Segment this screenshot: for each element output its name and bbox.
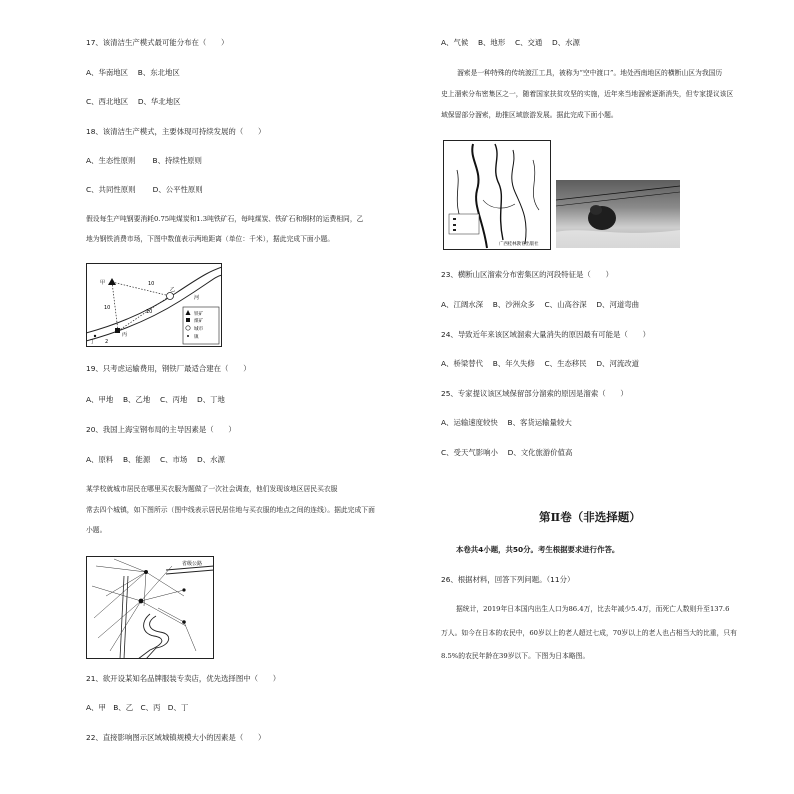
map3-caption: 广西桂林教育出版社 bbox=[499, 242, 539, 247]
question-17: 17、该清洁生产模式最可能分布在（ ） bbox=[86, 38, 229, 47]
town-shopping-map bbox=[86, 556, 214, 659]
section-note: 本卷共4小题，共50分。考生根据要求进行作答。 bbox=[456, 545, 620, 554]
map1-legend-coal: 煤矿 bbox=[194, 319, 204, 324]
cloth-intro-line-1: 某学校就城市居民在哪里买衣服为题做了一次社会调查，他们发现该地区居民买衣服 bbox=[86, 485, 338, 493]
map1-dist-bottom: 2 bbox=[105, 339, 109, 345]
question-26: 26、根据材料，回答下列问题。（11分） bbox=[441, 575, 575, 584]
question-20: 20、我国上海宝钢布局的主导因素是（ ） bbox=[86, 425, 236, 434]
question-25-options-cd: C、受天气影响小 D、文化旅游价值高 bbox=[441, 448, 573, 457]
map2-label-road: 省级公路 bbox=[182, 561, 203, 567]
map1-dist-left: 10 bbox=[104, 305, 111, 311]
question-24-options: A、桥梁替代 B、年久失修 C、生态移民 D、河流改道 bbox=[441, 359, 640, 368]
question-18-options-ab: A、生态性原则 B、持续性原则 bbox=[86, 156, 202, 165]
q26-material-line-2: 万人。如今在日本的农民中，60岁以上的老人超过七成，70岁以上的老人也占相当大的比重，只有 bbox=[441, 629, 737, 637]
question-17-options-cd: C、西北地区 D、华北地区 bbox=[86, 97, 181, 106]
section-title: 第Ⅱ卷（非选择题） bbox=[539, 510, 641, 524]
map1-label-yi: 乙 bbox=[170, 287, 176, 293]
question-21-options: A、甲 B、乙 C、丙 D、丁 bbox=[86, 703, 189, 712]
question-23-options: A、江阔水深 B、沙洲众多 C、山高谷深 D、河道弯曲 bbox=[441, 300, 640, 309]
map1-label-jia: 甲 bbox=[100, 280, 106, 286]
question-25-options-ab: A、运输速度较快 B、客货运输量较大 bbox=[441, 418, 572, 427]
cloth-intro-line-3: 小题。 bbox=[86, 526, 107, 534]
question-20-options: A、原料 B、能源 C、市场 D、水源 bbox=[86, 455, 225, 464]
hengduan-river-map bbox=[443, 140, 551, 250]
map1-legend-city: 城市 bbox=[194, 327, 204, 332]
map1-legend-iron: 铁矿 bbox=[194, 312, 204, 317]
zipline-photo bbox=[556, 180, 680, 248]
map1-dist-top: 10 bbox=[148, 281, 155, 287]
map1-legend-town: 镇 bbox=[194, 335, 199, 340]
cloth-intro-line-2: 常去四个城镇，如下图所示（图中线表示居民居住地与买衣服的地点之间的连线）。据此完成下面 bbox=[86, 506, 375, 514]
map1-label-bing: 丙 bbox=[122, 332, 128, 338]
question-22-options: A、气候 B、地形 C、交通 D、水源 bbox=[441, 38, 580, 47]
question-17-options-ab: A、华南地区 B、东北地区 bbox=[86, 68, 180, 77]
steel-intro-line-2: 地为钢铁消费市场，下图中数值表示两地距离（单位：千米），据此完成下面小题。 bbox=[86, 235, 335, 243]
question-24: 24、导致近年来该区域溜索大量消失的原因最有可能是（ ） bbox=[441, 330, 650, 339]
map1-label-river: 河 bbox=[194, 295, 200, 301]
map1-label-ding: 丁 bbox=[90, 339, 96, 345]
question-18-options-cd: C、共同性原则 D、公平性原则 bbox=[86, 185, 203, 194]
steel-intro-line-1: 假设每生产吨钢要消耗0.75吨煤炭和1.3吨铁矿石，每吨煤炭、铁矿石和钢材的运费相同，乙 bbox=[86, 215, 364, 223]
question-22: 22、直接影响图示区域城镇规模大小的因素是（ ） bbox=[86, 733, 266, 742]
q26-material-line-1: 据统计，2019年日本国内出生人口为86.4万，比去年减少5.4万，而死亡人数则升至137.6 bbox=[456, 605, 730, 613]
zipline-intro-line-3: 域保留部分溜索，助推区域旅游发展。据此完成下面小题。 bbox=[441, 111, 618, 119]
question-19-options: A、甲地 B、乙地 C、丙地 D、丁地 bbox=[86, 395, 225, 404]
question-21: 21、欲开设某知名品牌服装专卖店，优先选择图中（ ） bbox=[86, 674, 281, 683]
question-25: 25、专家提议该区域保留部分溜索的原因是溜索（ ） bbox=[441, 389, 628, 398]
question-23: 23、横断山区溜索分布密集区的河段特征是（ ） bbox=[441, 270, 614, 279]
q26-material-line-3: 8.5%的农民年龄在39岁以下。下图为日本略图。 bbox=[441, 652, 590, 660]
zipline-intro-line-1: 溜索是一种特殊的传统渡江工具，被称为“空中渡口”。地处西南地区的横断山区为我国历 bbox=[457, 69, 723, 77]
question-19: 19、只考虑运输费用，钢铁厂最适合建在（ ） bbox=[86, 364, 251, 373]
zipline-intro-line-2: 史上溜索分布密集区之一，随着国家扶贫攻坚的实施，近年来当地溜索逐渐消失，但专家提议该区 bbox=[441, 90, 734, 98]
steel-location-map bbox=[86, 263, 222, 347]
question-18: 18、该清洁生产模式，主要体现可持续发展的（ ） bbox=[86, 127, 266, 136]
map1-dist-mid: 10 bbox=[146, 309, 153, 315]
